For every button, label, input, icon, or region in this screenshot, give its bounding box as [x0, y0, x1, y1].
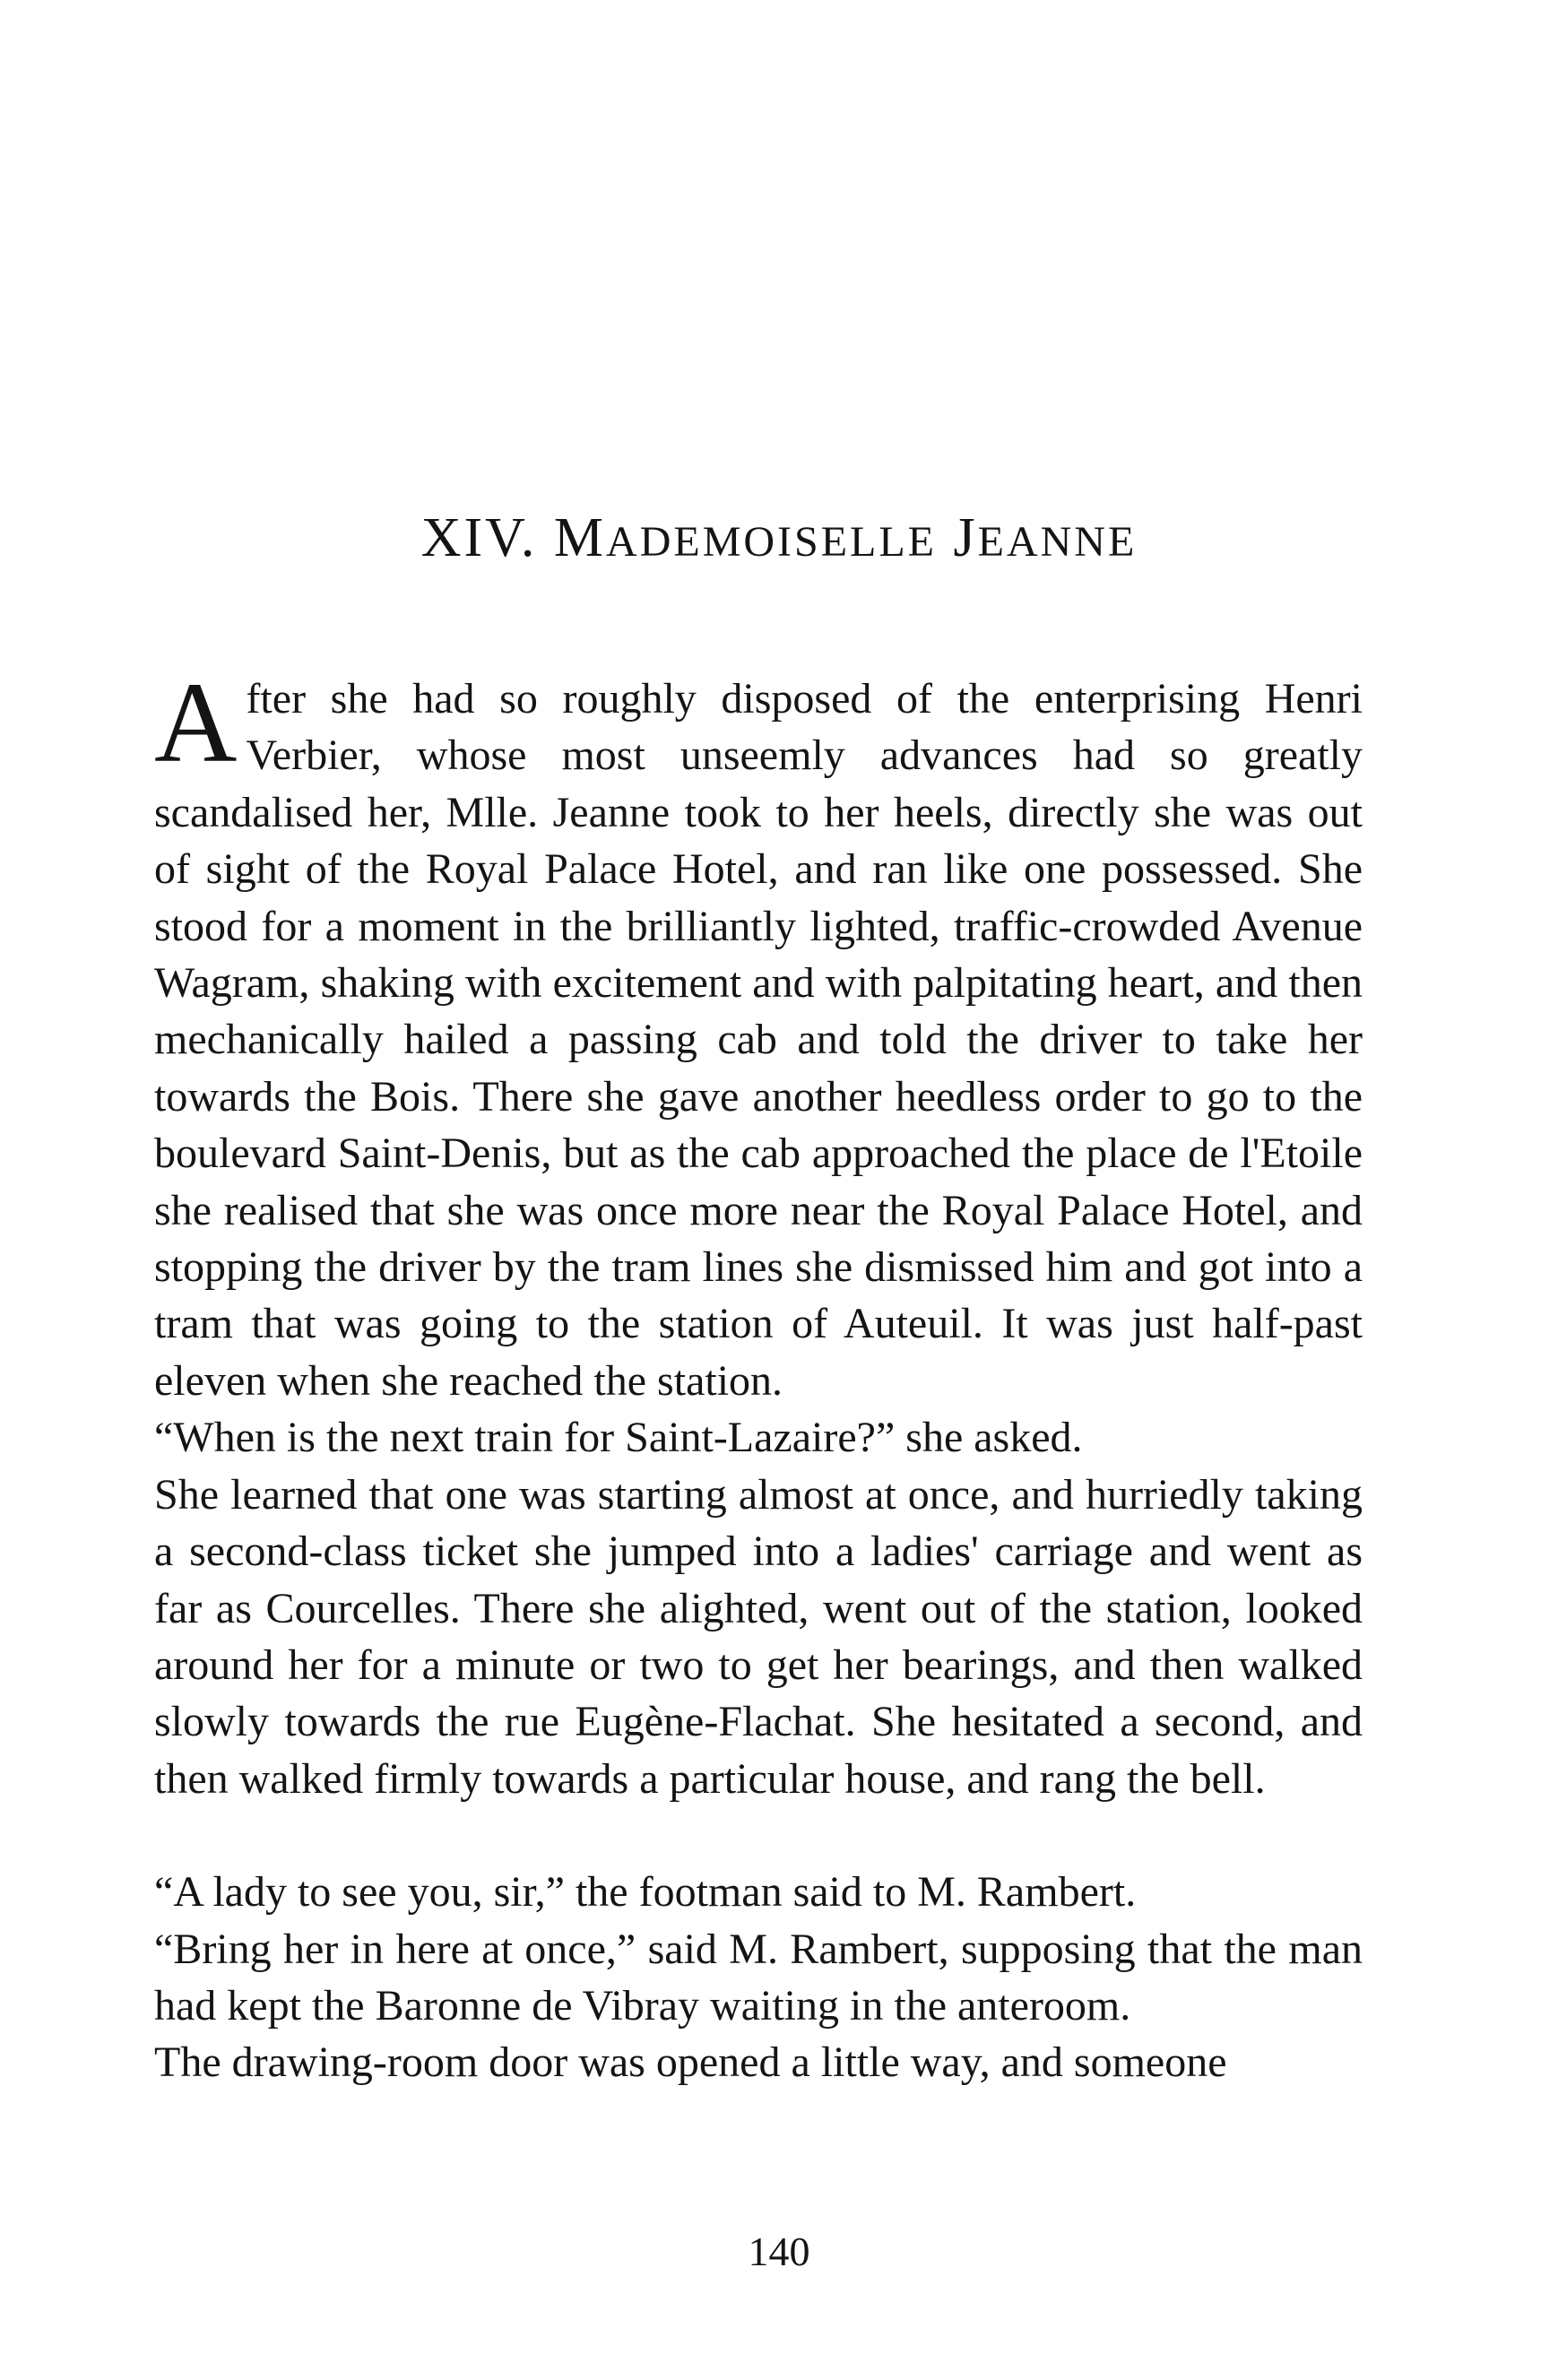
paragraph-2: “When is the next train for Saint-Lazaire?” she asked.	[154, 1414, 1083, 1462]
paragraph-5: “Bring her in here at once,” said M. Rambert, supposing that the man had kept the Baronne de Vibray waiting in the anteroom.	[154, 1925, 1363, 2029]
paragraph-1-text: fter she had so roughly disposed of the enterprising Henri Verbier, whose most unseemly advances had so greatly scandalised her, Mlle. Jeanne took to her heels, directly she was out of sight of the Royal Palace Hotel, and ran like one possessed. She stood for a moment in the brilliantly lighted, traffic-crowded Avenue Wagram, shaking with excitement and with palpitating heart, and then mechanically hailed a passing cab and told the driver to take her towards the Bois. There she gave another heedless order to go to the boulevard Saint-Denis, but as the cab approached the place de l'Etoile she realised that she was once more near the Royal Palace Hotel, and stopping the driver by the tram lines she dismissed him and got into a tram that was going to the station of Auteuil. It was just half-past eleven when she reached the station.	[154, 675, 1363, 1405]
name-rest: EANNE	[977, 518, 1138, 566]
paragraph-1	[154, 659, 1363, 1409]
chapter-numeral: XIV.	[420, 507, 538, 568]
body-text	[154, 659, 1363, 2091]
page-number: 140	[748, 2229, 810, 2274]
title-rest: ADEMOISELLE	[606, 518, 937, 566]
name-initial: J	[953, 507, 978, 568]
section-break	[154, 1807, 1363, 1864]
drop-cap: A	[154, 659, 238, 786]
chapter-title	[0, 502, 1558, 578]
paragraph-3: She learned that one was starting almost at once, and hurriedly taking a second-class ticket she jumped into a ladies' carriage and went as far as Courcelles. There she alighted, went out of the station, looked around her for a minute or two to get her bearings, and then walked slowly towards the rue Eugène-Flachat. She hesitated a second, and then walked firmly towards a particular house, and rang the bell.	[154, 1470, 1363, 1803]
title-initial: M	[553, 507, 607, 568]
paragraph-6: The drawing-room door was opened a little way, and someone	[154, 2038, 1227, 2087]
paragraph-4: “A lady to see you, sir,” the footman said to M. Rambert.	[154, 1868, 1137, 1917]
